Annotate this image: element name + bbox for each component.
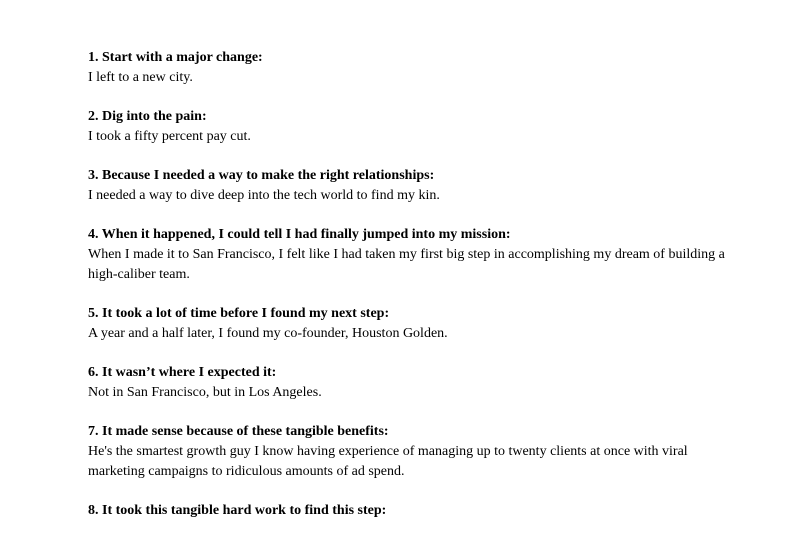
list-item [88,501,728,521]
item-heading: 3. Because I needed a way to make the right relationships: [88,168,435,183]
item-body: I took a fifty percent pay cut. [88,129,251,144]
list-item [88,422,728,482]
item-heading: 5. It took a lot of time before I found my next step: [88,306,390,321]
list-item [88,363,728,403]
item-heading: 6. It wasn’t where I expected it: [88,365,277,380]
item-heading: 7. It made sense because of these tangible benefits: [88,424,389,439]
item-body: When I made it to San Francisco, I felt like I had taken my first big step in accomplishing my dream of building a high-caliber team. [88,247,725,282]
item-body: He's the smartest growth guy I know having experience of managing up to twenty clients at once with viral marketing campaigns to ridiculous amounts of ad spend. [88,444,688,479]
list-item [88,225,728,285]
item-heading: 1. Start with a major change: [88,50,263,65]
item-heading: 2. Dig into the pain: [88,109,207,124]
item-heading: 4. When it happened, I could tell I had finally jumped into my mission: [88,227,511,242]
list-item [88,48,728,88]
list-item [88,107,728,147]
list-item [88,166,728,206]
item-body: Not in San Francisco, but in Los Angeles. [88,385,322,400]
item-body: I needed a way to dive deep into the tech world to find my kin. [88,188,440,203]
item-body: A year and a half later, I found my co-founder, Houston Golden. [88,326,448,341]
document-page [88,48,728,540]
item-body: I left to a new city. [88,70,193,85]
item-heading: 8. It took this tangible hard work to find this step: [88,503,387,518]
list-item [88,304,728,344]
